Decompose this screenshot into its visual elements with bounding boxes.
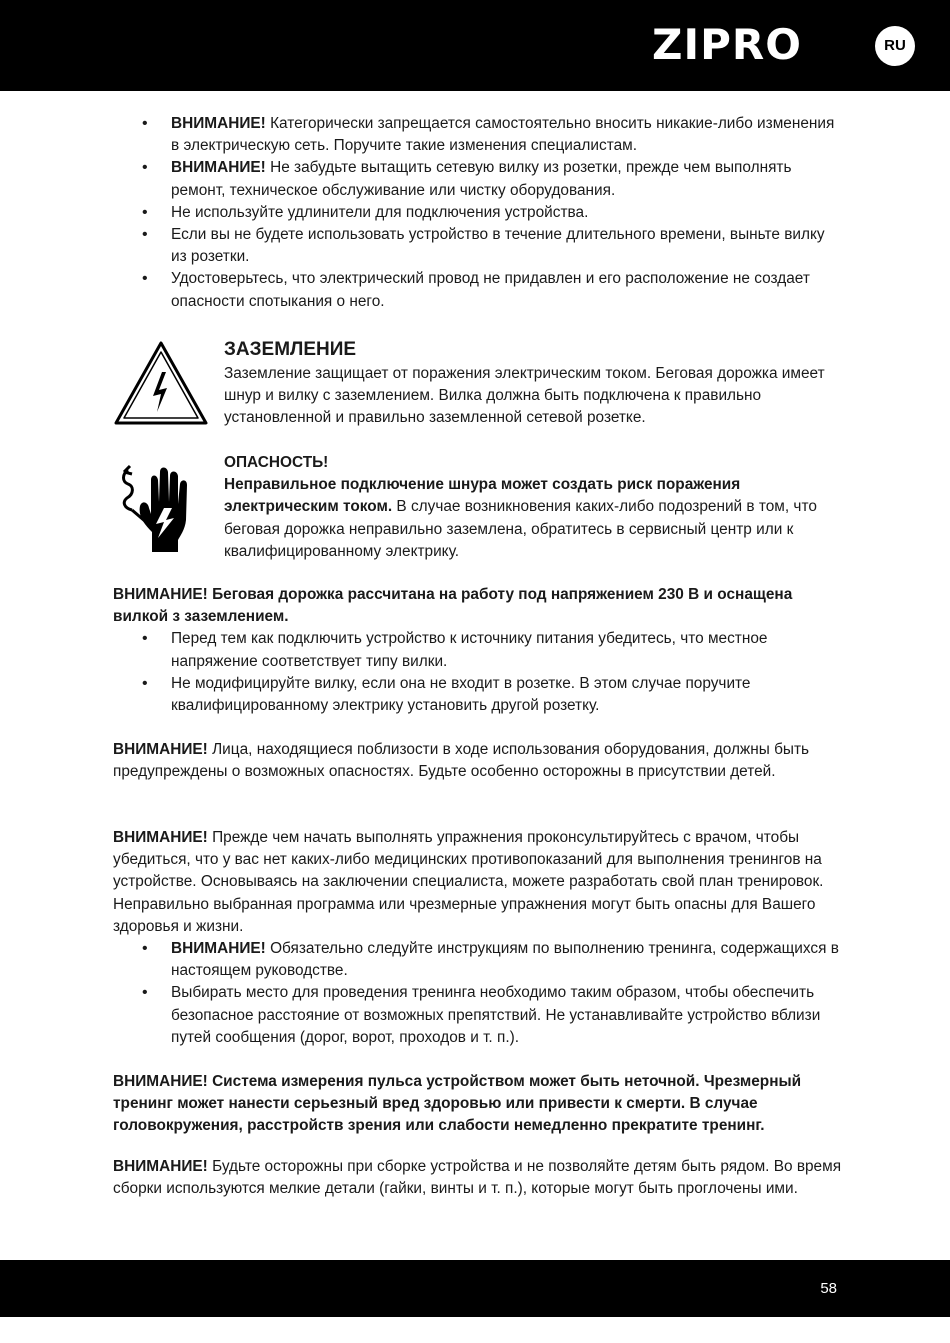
danger-section: [113, 452, 843, 562]
language-badge: RU: [875, 26, 915, 66]
list-item-text: Не забудьте вытащить сетевую вилку из розетки, прежде чем выполнять ремонт, техническое обслуживание или чистку оборудования.: [171, 159, 792, 199]
list-item-text: Выбирать место для проведения тренинга необходимо таким образом, чтобы обеспечить безопасное расстояние от возможных препятствий. Не устанавливайте устройство вблизи путей сообщения (дорог, ворот, проходов и т. п.).: [171, 984, 821, 1046]
list-item-text: Категорически запрещается самостоятельно вносить никакие-либо изменения в электрическую сеть. Поручите такие изменения специалистам.: [171, 115, 835, 155]
warning-label: ВНИМАНИЕ!: [113, 829, 208, 846]
list-item: [113, 113, 843, 157]
brand-logo: ZIPRO: [652, 20, 802, 69]
assembly-warning-text: [113, 1156, 843, 1200]
list-item: [113, 157, 843, 201]
list-item-text: Не используйте удлинители для подключения устройства.: [171, 203, 589, 221]
warning-body-text: Прежде чем начать выполнять упражнения проконсультируйтесь с врачом, чтобы убедиться, что у вас нет каких-либо медицинских противопоказаний для выполнения тренингов на устройстве. Основываясь на заключении специалиста, можете разработать свой план тренировок. Неправильно выбранная программа или чрезмерные упражнения могут быть опасны для Вашего здоровья и жизни.: [113, 829, 824, 935]
danger-title: ОПАСНОСТЬ!: [224, 454, 329, 471]
page-footer: [0, 1260, 950, 1317]
people-warning-text: [113, 739, 843, 783]
grounding-text: Заземление защищает от поражения электрическим током. Беговая дорожка имеет шнур и вилку с заземлением. Вилка должна быть подключена к правильно установленной и правильно заземленной сетевой розетке.: [224, 365, 825, 427]
electric-shock-hand-icon: [118, 462, 198, 561]
list-item-text: Если вы не будете использовать устройство в течение длительного времени, выньте вилку из розетки.: [171, 226, 825, 266]
warning-label: ВНИМАНИЕ!: [171, 940, 266, 958]
page-header: [0, 0, 950, 91]
high-voltage-warning-icon: [113, 340, 209, 433]
pulse-warning-text: ВНИМАНИЕ! Система измерения пульса устройством может быть неточной. Чрезмерный тренинг может нанести серьезный вред здоровью или привести к смерти. В случае головокружения, расстройств зрения или слабости немедленно прекратите тренинг.: [113, 1073, 802, 1135]
voltage-warning-text: ВНИМАНИЕ! Беговая дорожка рассчитана на работу под напряжением 230 В и оснащена вилкой з заземлением.: [113, 586, 793, 626]
list-item: [113, 202, 843, 224]
intro-warnings: [113, 113, 843, 313]
grounding-section: [113, 338, 843, 430]
section-heading: ЗАЗЕМЛЕНИЕ: [224, 339, 357, 360]
people-warning: [113, 739, 843, 783]
page-number: 58: [820, 1280, 837, 1297]
doctor-warning-text: [113, 827, 843, 938]
danger-bold-text: Неправильное подключение шнура может создать риск поражения электрическим током.: [224, 476, 741, 516]
warning-body-text: Лица, находящиеся поблизости в ходе использования оборудования, должны быть предупреждены о возможных опасностях. Будьте особенно осторожны в присутствии детей.: [113, 741, 810, 781]
list-item-text: Удостоверьтесь, что электрический провод не придавлен и его расположение не создает опасности спотыкания о него.: [171, 270, 810, 310]
warning-label: ВНИМАНИЕ!: [171, 115, 266, 132]
list-item: [113, 673, 843, 717]
voltage-warning: [113, 584, 843, 717]
list-item: [113, 628, 843, 672]
warning-label: ВНИМАНИЕ!: [171, 159, 266, 177]
list-item: [113, 224, 843, 268]
list-item-text: Не модифицируйте вилку, если она не входит в розетке. В этом случае поручите квалифицированному электрику установить другой розетку.: [171, 674, 751, 715]
doctor-warning: [113, 827, 843, 1049]
list-item: [113, 982, 843, 1049]
pulse-warning: [113, 1071, 843, 1138]
danger-body-text: В случае возникновения каких-либо подозрений в том, что беговая дорожка неправильно заземлена, обратитесь в сервисный центр или к квалифицированному электрику.: [224, 498, 817, 560]
warning-label: ВНИМАНИЕ!: [113, 741, 208, 758]
assembly-warning: [113, 1156, 843, 1200]
danger-text: [224, 474, 843, 563]
warning-body-text: Будьте осторожны при сборке устройства и не позволяйте детям быть рядом. Во время сборки используются мелкие детали (гайки, винты и т. п.), которые могут быть проглочены ими.: [113, 1158, 842, 1198]
list-item-text: Обязательно следуйте инструкциям по выполнению тренинга, содержащихся в настоящем руководстве.: [171, 940, 839, 980]
list-item: [113, 938, 843, 982]
list-item: [113, 268, 843, 312]
warning-label: ВНИМАНИЕ!: [113, 1158, 208, 1175]
list-item-text: Перед тем как подключить устройство к источнику питания убедитесь, что местное напряжение соответствует типу вилки.: [171, 630, 768, 670]
